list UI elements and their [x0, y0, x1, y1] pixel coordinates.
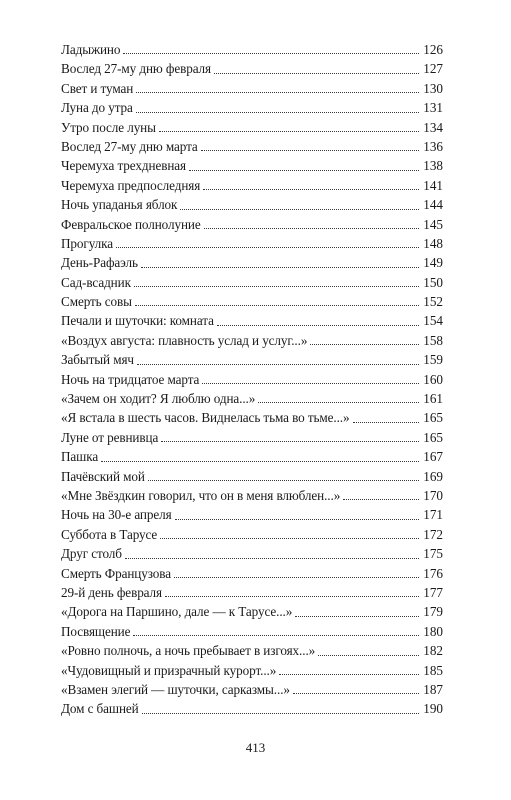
toc-entry-title: «Мне Звёздкин говорил, что он в меня влюблен...» [61, 487, 341, 503]
toc-entry-page: 159 [423, 352, 443, 368]
toc-dot-leader [214, 72, 419, 74]
toc-entry [61, 350, 443, 369]
toc-dot-leader [295, 615, 419, 617]
toc-entry [61, 622, 443, 641]
toc-dot-leader [141, 266, 419, 268]
toc-entry-title: Сад-всадник [61, 274, 131, 290]
toc-entry [61, 234, 443, 253]
toc-entry-page: 172 [423, 526, 443, 542]
toc-dot-leader [175, 518, 419, 520]
toc-entry [61, 680, 443, 699]
toc-dot-leader [189, 169, 419, 171]
toc-entry [61, 40, 443, 59]
toc-dot-leader [148, 479, 419, 481]
toc-entry-page: 187 [423, 681, 443, 697]
toc-entry-title: Луне от ревнивца [61, 429, 159, 445]
toc-entry-title: Смерть совы [61, 294, 132, 310]
toc-dot-leader [161, 440, 419, 442]
toc-entry-title: «Зачем он ходит? Я люблю одна...» [61, 391, 256, 407]
toc-entry [61, 447, 443, 466]
toc-entry-page: 136 [423, 138, 443, 154]
toc-dot-leader [159, 130, 419, 132]
toc-entry-title: Пачёвский мой [61, 468, 145, 484]
toc-entry-page: 185 [423, 662, 443, 678]
toc-entry-page: 150 [423, 274, 443, 290]
toc-dot-leader [136, 91, 419, 93]
toc-dot-leader [310, 343, 419, 345]
toc-dot-leader [116, 246, 419, 248]
toc-entry [61, 699, 443, 718]
toc-entry [61, 389, 443, 408]
toc-entry [61, 505, 443, 524]
toc-entry-title: Прогулка [61, 235, 113, 251]
toc-dot-leader [279, 673, 419, 675]
toc-entry-title: Февральское полнолуние [61, 216, 201, 232]
toc-entry-title: Забытый мяч [61, 352, 134, 368]
toc-entry-title: Луна до утра [61, 100, 133, 116]
toc-entry-page: 130 [423, 80, 443, 96]
toc-dot-leader [160, 537, 419, 539]
toc-dot-leader [133, 634, 419, 636]
toc-entry-title: Черемуха предпоследняя [61, 177, 201, 193]
toc-dot-leader [202, 382, 419, 384]
toc-entry [61, 661, 443, 680]
toc-entry-page: 144 [423, 197, 443, 213]
toc-dot-leader [135, 304, 419, 306]
toc-entry-title: «Ровно полночь, а ночь пребывает в изгоях...» [61, 643, 316, 659]
toc-entry-title: Дом с башней [61, 701, 139, 717]
toc-entry-title: Печали и шуточки: комната [61, 313, 214, 329]
toc-entry [61, 253, 443, 272]
toc-entry-page: 169 [423, 468, 443, 484]
toc-dot-leader [217, 324, 419, 326]
toc-entry-page: 127 [423, 61, 443, 77]
toc-entry-page: 152 [423, 294, 443, 310]
toc-entry [61, 273, 443, 292]
toc-entry [61, 137, 443, 156]
toc-dot-leader [125, 557, 419, 559]
toc-entry-page: 141 [423, 177, 443, 193]
toc-entry-page: 138 [423, 158, 443, 174]
toc-entry-title: «Дорога на Паршино, дале — к Тарусе...» [61, 604, 293, 620]
toc-entry [61, 98, 443, 117]
toc-dot-leader [258, 401, 419, 403]
toc-entry [61, 176, 443, 195]
toc-entry [61, 292, 443, 311]
toc-entry-title: Ночь на 30-е апреля [61, 507, 172, 523]
toc-entry-page: 179 [423, 604, 443, 620]
toc-entry-title: «Взамен элегий — шуточки, сарказмы...» [61, 681, 290, 697]
toc-entry-page: 161 [423, 391, 443, 407]
toc-entry-page: 167 [423, 449, 443, 465]
toc-entry-page: 145 [423, 216, 443, 232]
toc-entry-page: 158 [423, 332, 443, 348]
toc-entry [61, 467, 443, 486]
toc-entry [61, 215, 443, 234]
toc-dot-leader [353, 421, 420, 423]
toc-entry [61, 564, 443, 583]
toc-dot-leader [136, 111, 419, 113]
toc-entry-page: 180 [423, 623, 443, 639]
toc-dot-leader [123, 52, 419, 54]
toc-entry [61, 118, 443, 137]
toc-entry [61, 525, 443, 544]
toc-entry [61, 544, 443, 563]
toc-entry-title: 29-й день февраля [61, 584, 162, 600]
toc-entry [61, 79, 443, 98]
toc-entry-title: Смерть Французова [61, 565, 171, 581]
toc-entry-title: Ладыжино [61, 42, 121, 57]
toc-entry [61, 59, 443, 78]
toc-entry-title: Посвящение [61, 623, 131, 639]
toc-entry [61, 195, 443, 214]
toc-entry-page: 160 [423, 371, 443, 387]
toc-entry [61, 156, 443, 175]
toc-entry-title: Суббота в Тарусе [61, 526, 158, 542]
toc-entry-title: Ночь упаданья яблок [61, 197, 178, 213]
toc-entry [61, 602, 443, 621]
toc-dot-leader [165, 595, 419, 597]
toc-entry-page: 175 [423, 546, 443, 562]
toc-entry-title: «Я встала в шесть часов. Виднелась тьма во тьме...» [61, 410, 350, 426]
toc-entry-title: Вослед 27-му дню марта [61, 138, 198, 154]
toc-dot-leader [343, 498, 419, 500]
toc-entry-page: 170 [423, 487, 443, 503]
toc-entry-page: 154 [423, 313, 443, 329]
toc-entry-title: «Чудовищный и призрачный курорт...» [61, 662, 277, 678]
table-of-contents [61, 40, 443, 719]
toc-entry-title: Друг столб [61, 546, 122, 562]
toc-entry-title: День-Рафаэль [61, 255, 138, 271]
toc-entry [61, 311, 443, 330]
toc-dot-leader [203, 188, 419, 190]
toc-entry-page: 165 [423, 429, 443, 445]
toc-entry-page: 149 [423, 255, 443, 271]
toc-entry-title: Свет и туман [61, 80, 134, 96]
toc-dot-leader [137, 363, 419, 365]
toc-entry-page: 134 [423, 119, 443, 135]
toc-dot-leader [134, 285, 419, 287]
toc-entry-title: Пашка [61, 449, 99, 465]
toc-dot-leader [318, 654, 419, 656]
toc-entry-title: Вослед 27-му дню февраля [61, 61, 212, 77]
toc-entry [61, 370, 443, 389]
toc-entry [61, 641, 443, 660]
toc-dot-leader [174, 576, 419, 578]
toc-dot-leader [142, 712, 419, 714]
toc-entry-page: 177 [423, 584, 443, 600]
toc-entry-page: 176 [423, 565, 443, 581]
toc-entry-page: 148 [423, 235, 443, 251]
toc-entry-title: Черемуха трехдневная [61, 158, 186, 174]
toc-dot-leader [180, 208, 419, 210]
toc-entry-title: «Воздух августа: плавность услад и услуг...» [61, 332, 308, 348]
toc-dot-leader [201, 149, 419, 151]
toc-dot-leader [204, 227, 419, 229]
toc-entry-page: 131 [423, 100, 443, 116]
toc-entry-page: 165 [423, 410, 443, 426]
toc-entry-title: Утро после луны [61, 119, 156, 135]
toc-entry-title: Ночь на тридцатое марта [61, 371, 200, 387]
toc-entry [61, 486, 443, 505]
toc-entry-page: 126 [423, 42, 443, 57]
toc-entry [61, 583, 443, 602]
toc-entry-page: 190 [423, 701, 443, 717]
toc-dot-leader [293, 692, 419, 694]
page-number: 413 [245, 740, 266, 755]
toc-entry [61, 408, 443, 427]
toc-entry [61, 428, 443, 447]
toc-entry-page: 182 [423, 643, 443, 659]
toc-entry [61, 331, 443, 350]
toc-dot-leader [101, 460, 419, 462]
toc-entry-page: 171 [423, 507, 443, 523]
